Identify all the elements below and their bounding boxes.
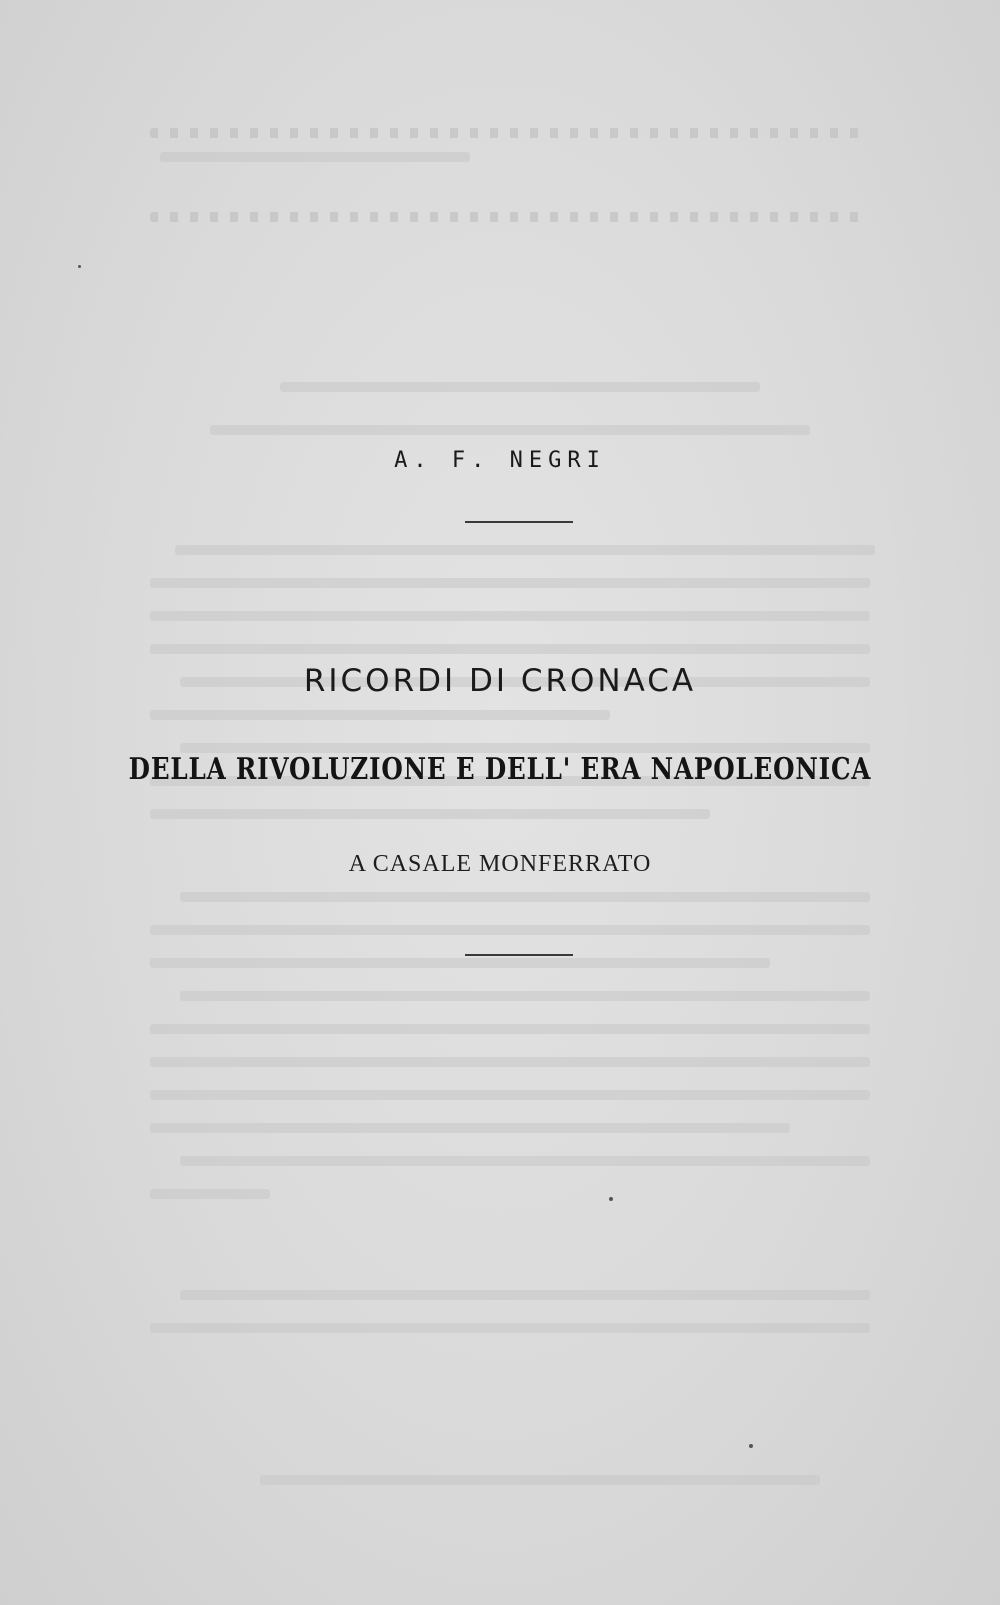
bleed-through-line [150, 1057, 870, 1067]
bleed-through-line [150, 710, 610, 720]
bleed-through-line [150, 1090, 870, 1100]
bleed-through-line [150, 1123, 790, 1133]
bleed-through-line [180, 1290, 870, 1300]
bleed-through-line [150, 1189, 270, 1199]
bleed-through-line [150, 809, 710, 819]
bleed-through-line [175, 545, 875, 555]
bleed-through-line [150, 1323, 870, 1333]
bleed-through-line [180, 892, 870, 902]
bleed-through-line [150, 578, 870, 588]
bleed-through-line [150, 925, 870, 935]
bleed-through-line [180, 991, 870, 1001]
scan-speck [749, 1444, 753, 1448]
title-line-3: A CASALE MONFERRATO [348, 851, 652, 877]
bleed-through-line [150, 1024, 870, 1034]
bleed-through-line [150, 644, 870, 654]
bleed-through-ornament-bottom [150, 212, 870, 222]
scan-speck [78, 265, 81, 268]
bleed-through-line [180, 1156, 870, 1166]
bleed-through-line [280, 382, 760, 392]
divider-rule-bottom [465, 954, 573, 956]
title-line-2: DELLA RIVOLUZIONE E DELL' ERA NAPOLEONICA [128, 752, 872, 787]
bleed-through-line [210, 425, 810, 435]
title-line-1: RICORDI DI CRONACA [303, 663, 697, 699]
author-name: A. F. NEGRI [394, 448, 606, 473]
bleed-through-line [150, 958, 770, 968]
bleed-through-line [160, 152, 470, 162]
scan-speck [609, 1197, 613, 1201]
bleed-through-line [260, 1475, 820, 1485]
bleed-through-ornament-top [150, 128, 870, 138]
bleed-through-line [150, 611, 870, 621]
divider-rule-top [465, 521, 573, 523]
